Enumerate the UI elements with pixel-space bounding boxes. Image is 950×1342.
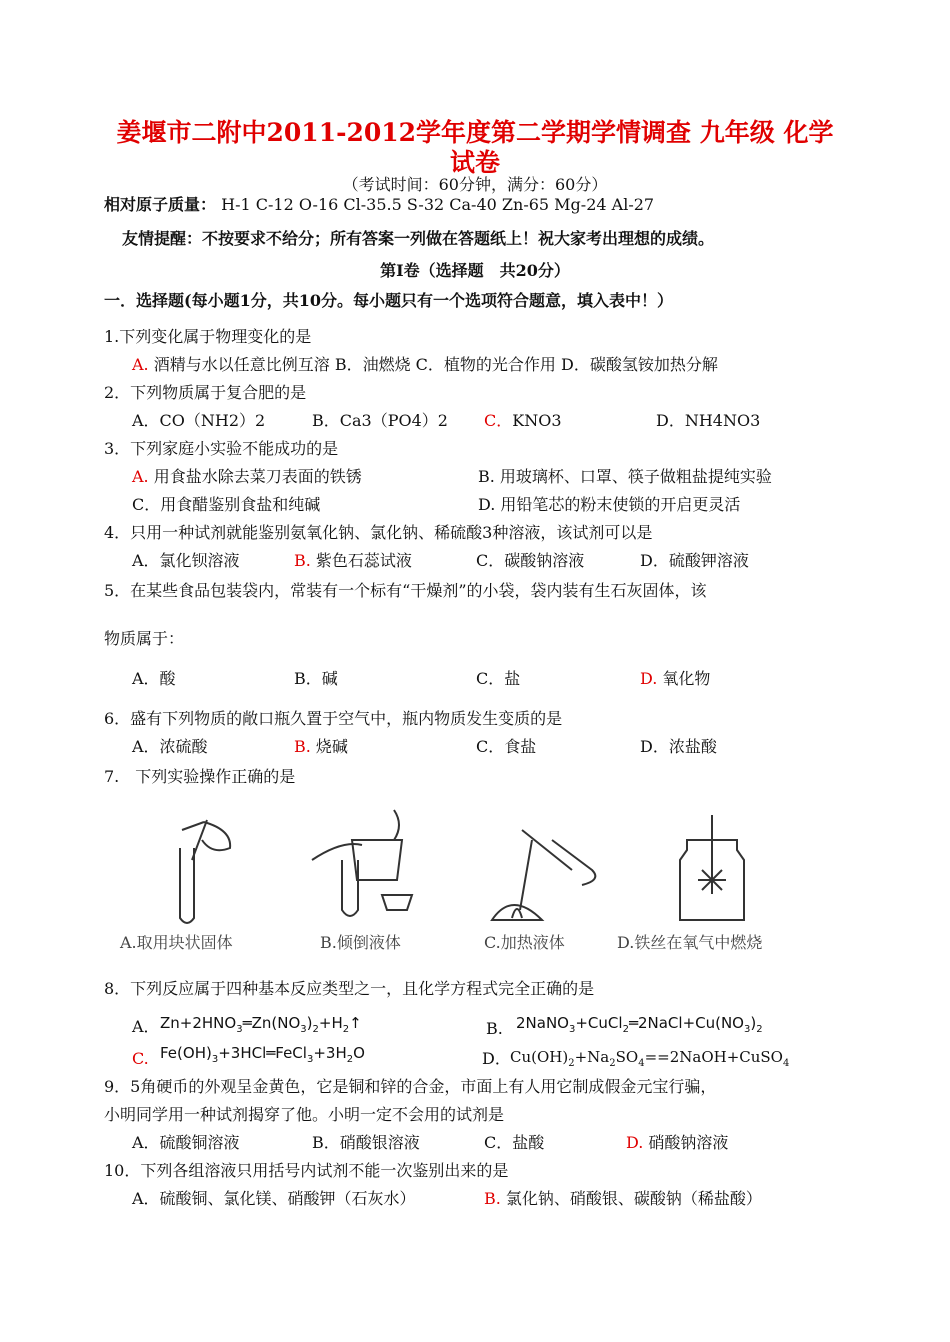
- option-d: D．浓盐酸: [640, 737, 717, 756]
- reminder: 友情提醒：不按要求不给分；所有答案一列做在答题纸上！祝大家考出理想的成绩。: [122, 229, 715, 248]
- option-text: KNO3: [512, 411, 562, 430]
- equation-a: $Zn+2HNO_3═Zn(NO_3)_2+H_2↑$: [160, 1014, 362, 1035]
- question-7-stem: 7. 下列实验操作正确的是: [104, 767, 296, 786]
- option-c: C．盐酸: [484, 1133, 545, 1152]
- option-a: A．浓硫酸: [132, 737, 208, 756]
- question-4-stem: 4．只用一种试剂就能鉴别氨氧化钠、氯化钠、稀硫酸3种溶液，该试剂可以是: [104, 523, 653, 542]
- option-b: B. 用玻璃杯、口罩、筷子做粗盐提纯实验: [478, 467, 772, 486]
- option-d-letter: D．: [482, 1049, 511, 1068]
- option-d: D．NH4NO3: [656, 411, 761, 430]
- option-a: A．酸: [132, 669, 176, 688]
- option-d: D．硫酸钾溶液: [640, 551, 749, 570]
- caption-a: A.取用块状固体: [120, 933, 233, 952]
- option-b: [294, 550, 412, 572]
- question-2-stem: 2．下列物质属于复合肥的是: [104, 383, 307, 402]
- atomic-mass-label: 相对原子质量：: [104, 195, 217, 214]
- pouring-liquid-illustration: [312, 810, 412, 916]
- option-text: 硝酸钠溶液: [643, 1133, 729, 1152]
- atomic-mass-row: [104, 194, 654, 216]
- answer-marker: D.: [626, 1133, 644, 1152]
- section-title: 第Ⅰ卷（选择题 共20分）: [380, 261, 570, 280]
- option-c: [484, 410, 562, 432]
- option-a: A．硫酸铜溶液: [132, 1133, 240, 1152]
- option-text: 烧碱: [310, 737, 348, 756]
- option-a: A．硫酸铜、氯化镁、硝酸钾（石灰水）: [132, 1189, 416, 1208]
- question-6-stem: 6．盛有下列物质的敞口瓶久置于空气中，瓶内物质发生变质的是: [104, 709, 563, 728]
- part-one-heading: 一．选择题(每小题1分，共10分。每小题只有一个选项符合题意，填入表中！）: [104, 291, 673, 310]
- option-a: A．CO（NH2）2: [132, 411, 266, 430]
- option-text: 用食盐水除去菜刀表面的铁锈: [148, 467, 362, 486]
- answer-marker: B.: [294, 551, 311, 570]
- equation-d: $Cu(OH)_2+Na_2SO_4==2NaOH+CuSO_4$: [510, 1048, 790, 1069]
- exam-info: （考试时间：60分钟，满分：60分）: [342, 175, 608, 194]
- option-c: C．碳酸钠溶液: [476, 551, 585, 570]
- answer-marker: D.: [640, 669, 658, 688]
- question-1-options: [132, 354, 718, 376]
- option-a: A．氯化钡溶液: [132, 551, 240, 570]
- option-d: [626, 1132, 728, 1154]
- option-b: [294, 736, 348, 758]
- equation-c: $Fe(OH)_3+3HCl═FeCl_3+3H_2O$: [160, 1044, 365, 1065]
- option-b: B．碱: [294, 669, 338, 688]
- option-text: 酒精与水以任意比例互溶 B．油燃烧 C．植物的光合作用 D．碳酸氢铵加热分解: [148, 355, 718, 374]
- caption-d: D.铁丝在氧气中燃烧: [617, 933, 763, 952]
- option-a: [132, 466, 362, 488]
- option-b: [484, 1188, 762, 1210]
- option-text: 紫色石蕊试液: [310, 551, 412, 570]
- answer-marker: C．: [484, 411, 513, 430]
- question-9-stem-cont: 小明同学用一种试剂揭穿了他。小明一定不会用的试剂是: [104, 1105, 505, 1124]
- title-line-1: 姜堰市二附中2011-2012学年度第二学期学情调查 九年级 化学: [116, 118, 834, 147]
- answer-marker: B.: [294, 737, 311, 756]
- caption-c: C.加热液体: [484, 933, 565, 952]
- answer-marker: A.: [132, 467, 149, 486]
- caption-b: B.倾倒液体: [320, 933, 401, 952]
- title-line-2: 试卷: [449, 148, 500, 177]
- option-c: C．盐: [476, 669, 521, 688]
- option-d: [640, 668, 710, 690]
- option-text: 氯化钠、硝酸银、碳酸钠（稀盐酸）: [500, 1189, 762, 1208]
- option-b-letter: B.: [486, 1019, 503, 1038]
- question-9-stem: 9．5角硬币的外观呈金黄色，它是铜和锌的合金，市面上有人用它制成假金元宝行骗，: [104, 1077, 717, 1096]
- option-a-letter: A．: [132, 1017, 160, 1036]
- lab-operations-figure: [112, 800, 812, 960]
- option-c: C．用食醋鉴别食盐和纯碱: [132, 495, 321, 514]
- answer-marker: B.: [484, 1189, 501, 1208]
- answer-marker: C.: [132, 1049, 149, 1068]
- question-1-stem: 1.下列变化属于物理变化的是: [104, 327, 312, 346]
- question-5-stem: 5．在某些食品包装袋内，常装有一个标有“干燥剂”的小袋，袋内装有生石灰固体，该: [104, 581, 707, 600]
- option-text: 氧化物: [657, 669, 711, 688]
- option-d: D. 用铅笔芯的粉末使锁的开启更灵活: [478, 495, 741, 514]
- atomic-mass-values: H-1 C-12 O-16 Cl-35.5 S-32 Ca-40 Zn-65 Mg-24 Al-27: [221, 195, 655, 214]
- question-3-stem: 3．下列家庭小实验不能成功的是: [104, 439, 339, 458]
- heating-liquid-illustration: [492, 830, 595, 920]
- equation-b: $2NaNO_3+CuCl_2═2NaCl+Cu(NO_3)_2$: [516, 1014, 763, 1035]
- question-5-stem-cont: 物质属于：: [104, 629, 185, 648]
- question-10-stem: 10．下列各组溶液只用括号内试剂不能一次鉴别出来的是: [104, 1161, 509, 1180]
- iron-wire-burning-illustration: [680, 815, 744, 920]
- test-tube-tongs-illustration: [180, 820, 230, 923]
- option-c: C．食盐: [476, 737, 537, 756]
- option-b: B．硝酸银溶液: [312, 1133, 420, 1152]
- option-b: B．Ca3（PO4）2: [312, 411, 448, 430]
- question-8-stem: 8．下列反应属于四种基本反应类型之一，且化学方程式完全正确的是: [104, 979, 595, 998]
- answer-marker: A.: [132, 355, 149, 374]
